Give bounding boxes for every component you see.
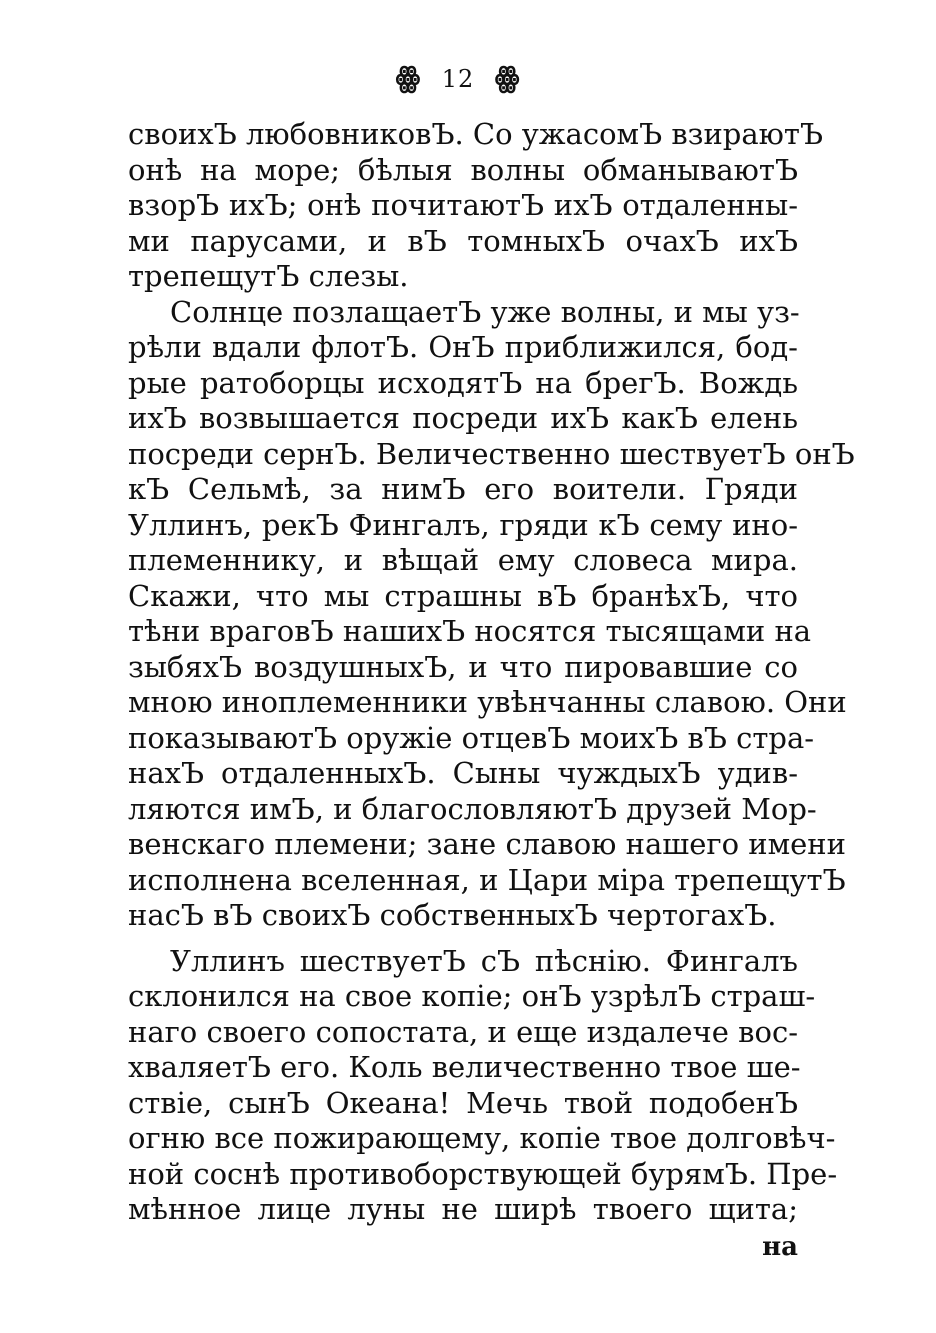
text-line: ствіе, сынЪ Океана! Мечь твой подобенЪ [128,1085,798,1120]
text-line: насЪ вЪ своихЪ собственныхЪ чертогахЪ. [128,898,777,932]
book-page [128,58,855,1265]
text-line: венскаго племени; зане славою нашего имени [128,827,846,861]
text-line: показываютЪ оружіе отцевЪ моихЪ вЪ стра- [128,720,815,755]
text-line: посреди сернЪ. Величественно шествуетЪ онЪ [128,436,855,471]
paragraph-gap [128,934,798,944]
text-line: мною иноплеменники увѣнчанны славою. Они [128,685,847,719]
text-line: ляются имЪ, и благословляютЪ друзей Мор- [128,791,817,826]
ornament-left-icon: ꙮ [395,61,422,94]
text-line: кЪ Сельмѣ, за нимЪ его воители. Гряди [128,472,798,506]
text-line: Уллинъ шествуетЪ сЪ пѣснію. Фингалъ [170,943,798,978]
text-line: ной соснѣ противоборствующей бурямЪ. Пре- [128,1156,838,1191]
text-line: своихЪ любовниковЪ. Со ужасомЪ взираютЪ [128,117,823,151]
paragraph-3 [128,943,838,1228]
text-line: нахЪ отдаленныхЪ. Сыны чуждыхЪ удив- [128,756,798,790]
text-line: онѣ на море; бѣлыя волны обманываютЪ [128,152,798,187]
text-line: хваляетЪ его. Коль величественно твое ше- [128,1050,801,1084]
text-line: взорЪ ихЪ; онѣ почитаютЪ ихЪ отдаленны- [128,188,798,222]
text-line: исполнена вселенная, и Цари міра трепещутЪ [128,862,846,897]
text-line: племеннику, и вѣщай ему словеса мира. [128,543,798,577]
text-line: склонился на свое копіе; онЪ узрѣлЪ страш- [128,979,816,1013]
paragraph-2 [128,294,855,934]
text-line: трепещутЪ слезы. [128,259,409,293]
catchword: на [762,1231,798,1262]
text-line: рые ратоборцы исходятЪ на брегЪ. Вождь [128,365,798,400]
text-line: Уллинъ, рекЪ Фингалъ, гряди кЪ сему ино- [128,507,798,542]
page-number: 12 [441,65,475,93]
text-line: ихЪ возвышается посреди ихЪ какЪ елень [128,401,798,435]
text-line: Солнце позлащаетЪ уже волны, и мы уз- [170,294,800,329]
paragraph-1 [128,117,823,295]
ornament-right-icon: ꙮ [494,61,521,94]
text-line: рѣли вдали флотЪ. ОнЪ приближился, бод- [128,330,798,364]
text-line: Скажи, что мы страшны вЪ бранѣхЪ, что [128,578,798,613]
text-line: наго своего сопостата, и еще издалече вос- [128,1014,798,1049]
text-line: огню все пожирающему, копіе твое долговѣч- [128,1121,836,1155]
text-line: тѣни враговЪ нашихЪ носятся тысящами на [128,614,812,648]
text-line: зыбяхЪ воздушныхЪ, и что пировавшие со [128,649,798,684]
text-line: мѣнное лице луны не ширѣ твоего щита; [128,1192,798,1226]
page-header [118,58,798,99]
text-line: ми парусами, и вЪ томныхЪ очахЪ ихЪ [128,223,798,258]
